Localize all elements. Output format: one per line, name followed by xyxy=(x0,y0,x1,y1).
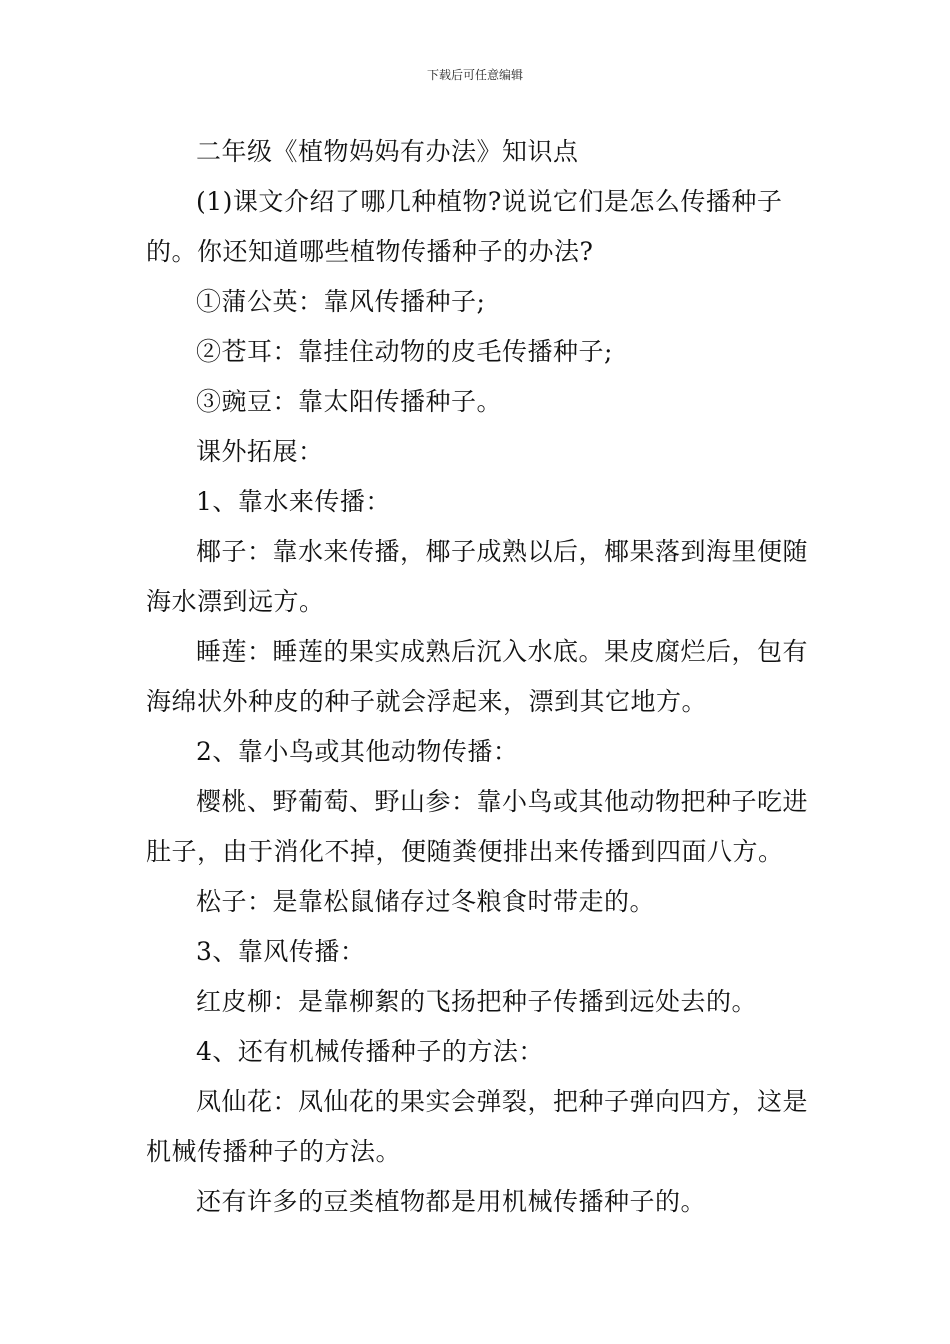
answer-item-pea: ③豌豆：靠太阳传播种子。 xyxy=(196,387,503,416)
answer-item-dandelion: ①蒲公英：靠风传播种子; xyxy=(196,287,486,316)
subheading-wind: 3、靠风传播： xyxy=(196,937,366,966)
paragraph-water-lily: 睡莲：睡莲的果实成熟后沉入水底。果皮腐烂后，包有海绵状外种皮的种子就会浮起来，漂到其它地方。 xyxy=(146,637,809,716)
question-paragraph: (1)课文介绍了哪几种植物?说说它们是怎么传播种子的。你还知道哪些植物传播种子的办法? xyxy=(146,187,783,266)
answer-item-cocklebur: ②苍耳：靠挂住动物的皮毛传播种子; xyxy=(196,337,613,366)
paragraph-cherry: 樱桃、野葡萄、野山参：靠小鸟或其他动物把种子吃进肚子，由于消化不掉，便随粪便排出来传播到四面八方。 xyxy=(146,787,809,866)
paragraph-legumes: 还有许多的豆类植物都是用机械传播种子的。 xyxy=(196,1187,707,1216)
document-body xyxy=(146,127,810,1227)
subheading-animals: 2、靠小鸟或其他动物传播： xyxy=(196,737,519,766)
paragraph-coconut: 椰子：靠水来传播，椰子成熟以后，椰果落到海里便随海水漂到远方。 xyxy=(146,537,809,616)
subheading-water: 1、靠水来传播： xyxy=(196,487,391,516)
subheading-mechanical: 4、还有机械传播种子的方法： xyxy=(196,1037,544,1066)
document-title: 二年级《植物妈妈有办法》知识点 xyxy=(196,137,579,166)
page-header: 下载后可任意编辑 xyxy=(426,68,523,82)
paragraph-balsam: 凤仙花：凤仙花的果实会弹裂，把种子弹向四方，这是机械传播种子的方法。 xyxy=(146,1087,809,1166)
paragraph-pine-nut: 松子：是靠松鼠储存过冬粮食时带走的。 xyxy=(196,887,656,916)
paragraph-willow: 红皮柳：是靠柳絮的飞扬把种子传播到远处去的。 xyxy=(196,987,758,1016)
section-heading-extension: 课外拓展： xyxy=(196,437,324,466)
